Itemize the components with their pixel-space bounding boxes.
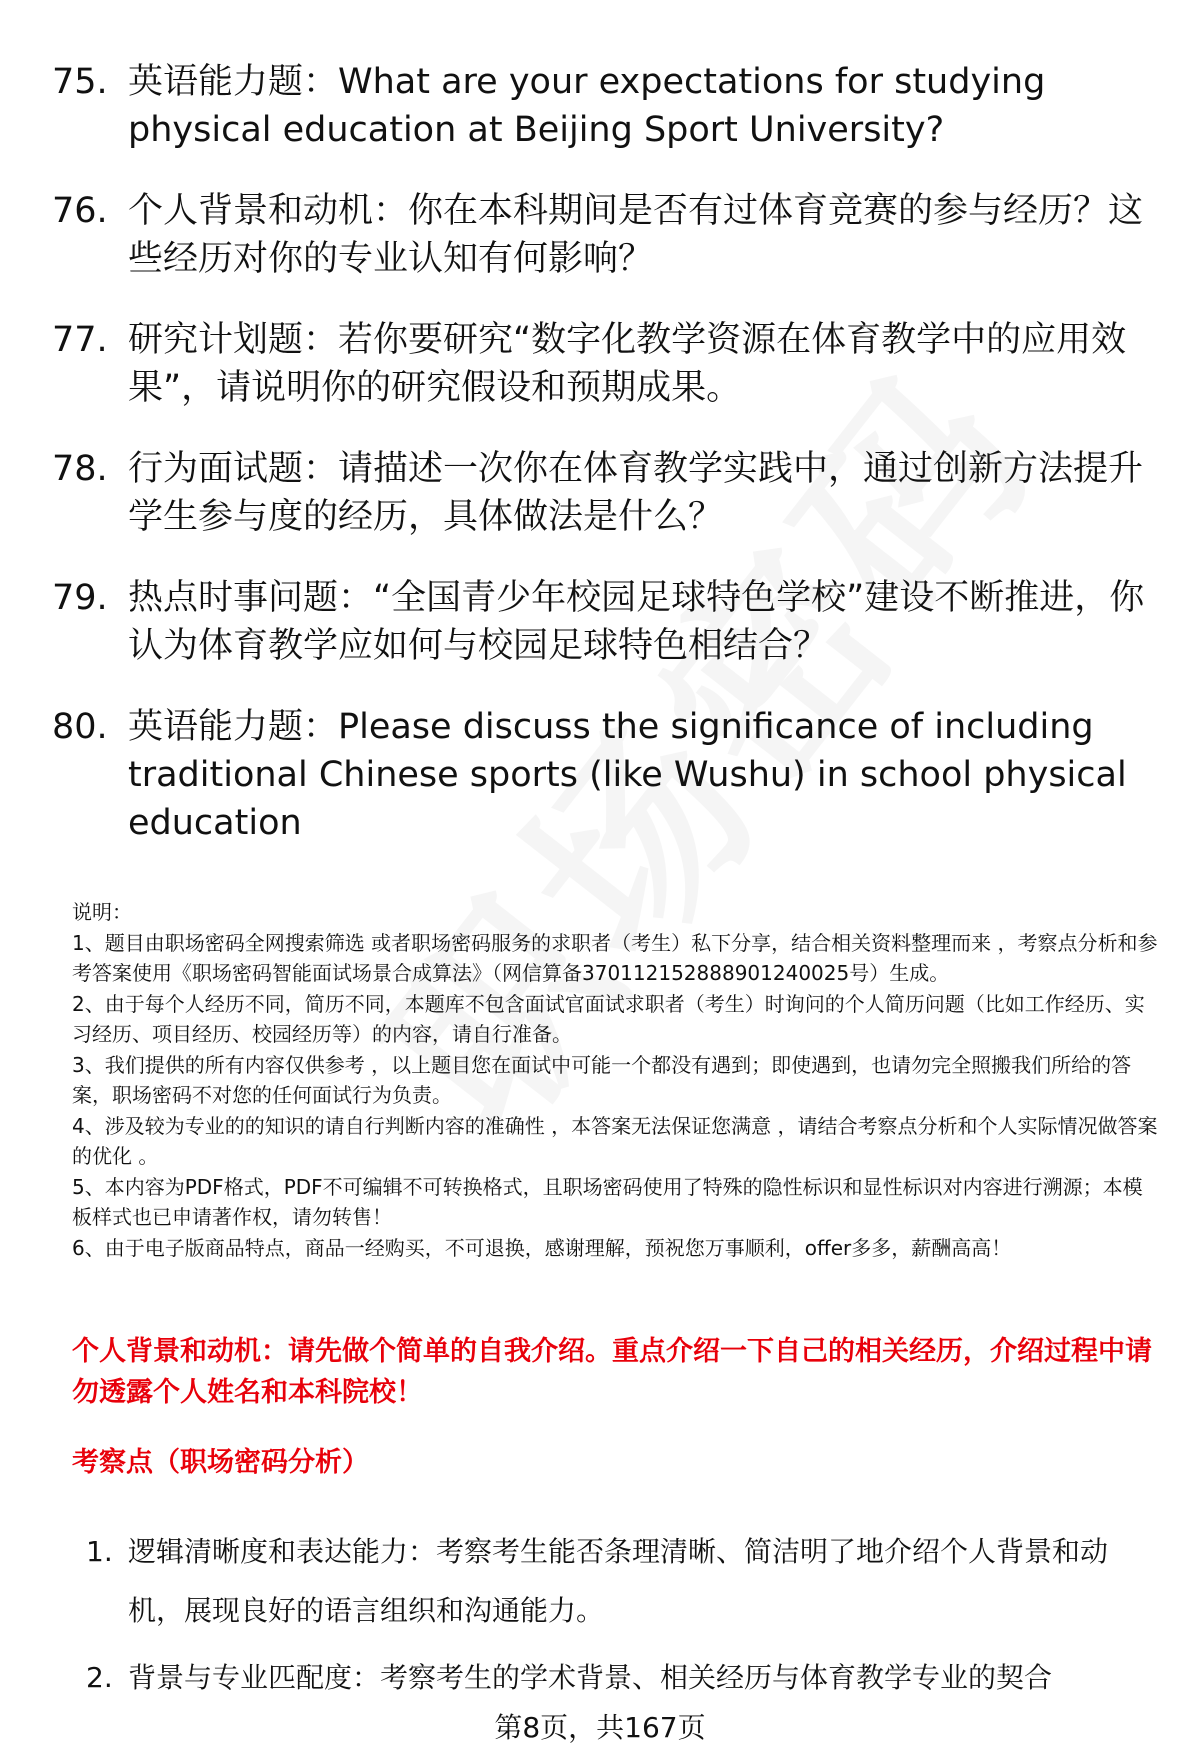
question-number: 79.: [52, 578, 108, 618]
question-item: [52, 445, 1152, 541]
question-text: 英语能力题：Please discuss the significance of including traditional Chinese sports (like Wushu) in school physical education: [128, 707, 1127, 843]
point-number: 1.: [86, 1535, 113, 1568]
question-item: [52, 187, 1152, 283]
disclaimer-notes: [72, 897, 1162, 1263]
question-number: 77.: [52, 320, 108, 360]
question-text: 个人背景和动机：你在本科期间是否有过体育竞赛的参与经历？这些经历对你的专业认知有何影响？: [128, 191, 1144, 279]
question-text: 热点时事问题：“全国青少年校园足球特色学校”建设不断推进，你认为体育教学应如何与校园足球特色相结合？: [128, 578, 1145, 666]
question-number: 76.: [52, 191, 108, 231]
question-list: [52, 58, 1152, 880]
analysis-heading: 考察点（职场密码分析）: [72, 1447, 369, 1478]
note-item: 3、我们提供的所有内容仅供参考 ，以上题目您在面试中可能一个都没有遇到；即使遇到，也请勿完全照搬我们所给的答案，职场密码不对您的任何面试行为负责。: [72, 1052, 1132, 1107]
note-item: 1、题目由职场密码全网搜索筛选 或者职场密码服务的求职者（考生）私下分享，结合相关资料整理而来 ，考察点分析和参考答案使用《职场密码智能面试场景合成算法》（网信算备370112152888901240025号）生成。: [72, 930, 1158, 985]
note-item: 4、涉及较为专业的的知识的请自行判断内容的准确性 ，本答案无法保证您满意 ，请结合考察点分析和个人实际情况做答案的优化 。: [72, 1113, 1158, 1168]
question-item: [52, 703, 1152, 847]
question-item: [52, 316, 1152, 412]
question-text: 研究计划题：若你要研究“数字化教学资源在体育教学中的应用效果”，请说明你的研究假设和预期成果。: [128, 320, 1127, 408]
analysis-point: [86, 1648, 1156, 1707]
point-text: 逻辑清晰度和表达能力：考察考生能否条理清晰、简洁明了地介绍个人背景和动机，展现良好的语言组织和沟通能力。: [128, 1535, 1109, 1627]
point-text: 背景与专业匹配度：考察考生的学术背景、相关经历与体育教学专业的契合: [128, 1661, 1053, 1694]
question-text: 行为面试题：请描述一次你在体育教学实践中，通过创新方法提升学生参与度的经历，具体做法是什么？: [128, 449, 1144, 537]
note-item: 5、本内容为PDF格式，PDF不可编辑不可转换格式，且职场密码使用了特殊的隐性标识和显性标识对内容进行溯源；本模板样式也已申请著作权，请勿转售！: [72, 1174, 1143, 1229]
question-item: [52, 58, 1152, 154]
analysis-points: [86, 1522, 1156, 1715]
highlighted-question: 个人背景和动机：请先做个简单的自我介绍。重点介绍一下自己的相关经历，介绍过程中请勿透露个人姓名和本科院校！: [72, 1336, 1152, 1408]
analysis-point: [86, 1522, 1156, 1640]
note-item: 2、由于每个人经历不同，简历不同，本题库不包含面试官面试求职者（考生）时询问的个人简历问题（比如工作经历、实习经历、项目经历、校园经历等）的内容，请自行准备。: [72, 991, 1145, 1046]
point-number: 2.: [86, 1661, 113, 1694]
page-footer: 第8页，共167页: [494, 1711, 706, 1744]
note-item: 6、由于电子版商品特点，商品一经购买，不可退换，感谢理解，预祝您万事顺利，offer多多，薪酬高高！: [72, 1235, 1012, 1260]
notes-heading: 说明：: [72, 900, 132, 924]
question-number: 80.: [52, 707, 108, 747]
question-item: [52, 574, 1152, 670]
question-number: 78.: [52, 449, 108, 489]
question-text: 英语能力题：What are your expectations for studying physical education at Beijing Sport University?: [128, 62, 1046, 150]
question-number: 75.: [52, 62, 108, 102]
